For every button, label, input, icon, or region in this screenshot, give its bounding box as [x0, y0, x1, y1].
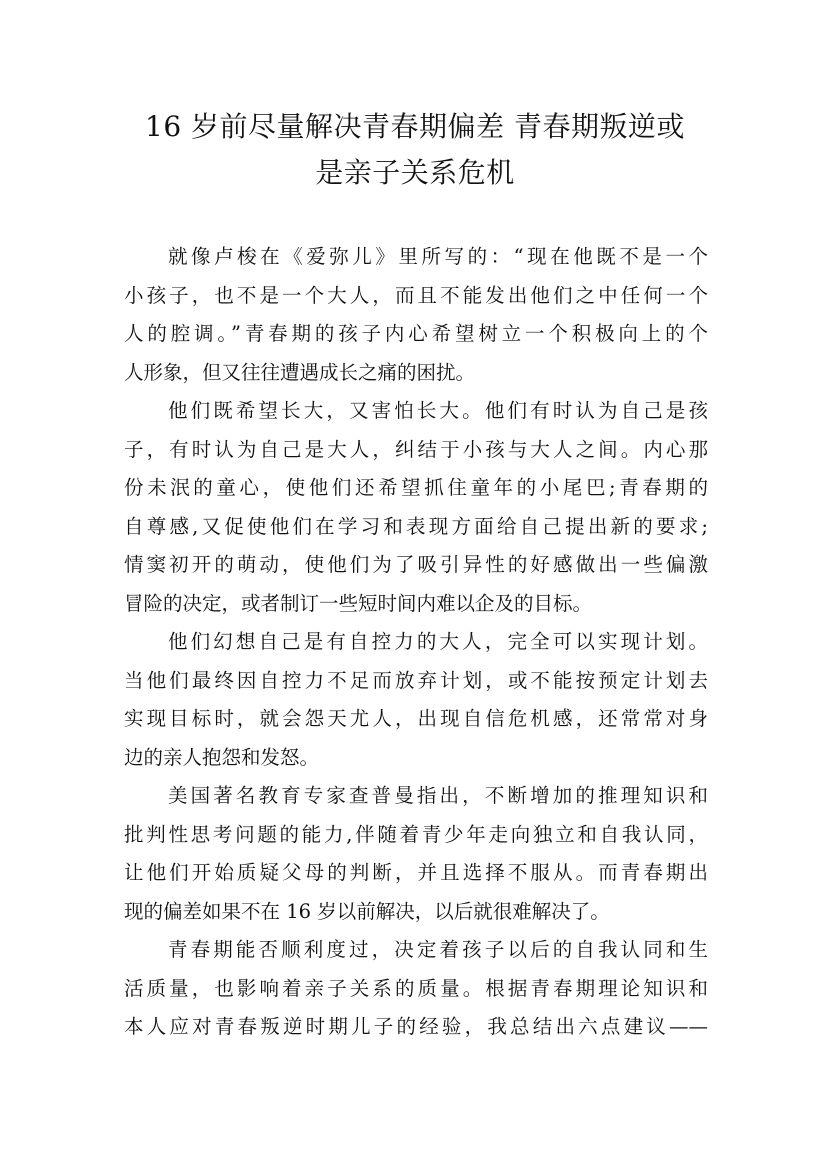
text-line: 让他们开始质疑父母的判断，并且选择不服从。而青春期出	[124, 861, 708, 884]
title-line-1: 16 岁前尽量解决青春期偏差 青春期叛逆或	[145, 110, 685, 143]
text-line: 份未泯的童心，使他们还希望抓住童年的小尾巴;青春期的	[124, 476, 708, 499]
text-line: 他们幻想自己是有自控力的大人，完全可以实现计划。	[168, 630, 708, 653]
title-line-2: 是亲子关系危机	[315, 156, 515, 189]
text-line: 冒险的决定，或者制订一些短时间内难以企及的目标。	[124, 591, 593, 615]
text-line: 情窦初开的萌动，使他们为了吸引异性的好感做出一些偏激	[124, 553, 708, 576]
text-line: 小孩子，也不是一个大人，而且不能发出他们之中任何一个	[124, 283, 708, 307]
text-line: 边的亲人抱怨和发怒。	[124, 745, 320, 769]
text-line: 实现目标时，就会怨天尤人，出现自信危机感，还常常对身	[124, 707, 708, 730]
text-line: 美国著名教育专家查普曼指出，不断增加的推理知识和	[168, 784, 708, 807]
paragraph	[124, 777, 708, 931]
text-line: 他们既希望长大，又害怕长大。他们有时认为自己是孩	[168, 399, 708, 422]
paragraph	[124, 623, 708, 777]
text-line: 人形象，但又往往遭遇成长之痛的困扰。	[124, 360, 476, 384]
text-line: 现的偏差如果不在 16 岁以前解决，以后就很难解决了。	[124, 899, 610, 923]
text-line: 人的腔调。”青春期的孩子内心希望树立一个积极向上的个	[124, 322, 708, 345]
text-line: 子，有时认为自己是大人，纠结于小孩与大人之间。内心那	[124, 437, 708, 461]
paragraph	[124, 931, 708, 1047]
text-line: 活质量，也影响着亲子关系的质量。根据青春期理论知识和	[124, 976, 708, 1000]
paragraph	[124, 238, 708, 392]
page-title	[110, 104, 720, 196]
paragraph	[124, 392, 708, 623]
text-line: 青春期能否顺利度过，决定着孩子以后的自我认同和生	[168, 938, 708, 961]
text-line: 批判性思考问题的能力,伴随着青少年走向独立和自我认同，	[124, 822, 708, 846]
article-body	[124, 238, 708, 1047]
text-line: 自尊感,又促使他们在学习和表现方面给自己提出新的要求;	[124, 514, 708, 538]
text-line: 当他们最终因自控力不足而放弃计划，或不能按预定计划去	[124, 668, 708, 692]
text-line: 本人应对青春叛逆时期儿子的经验，我总结出六点建议——	[124, 1015, 708, 1038]
text-line: 就像卢梭在《爱弥儿》里所写的：“现在他既不是一个	[168, 245, 708, 268]
